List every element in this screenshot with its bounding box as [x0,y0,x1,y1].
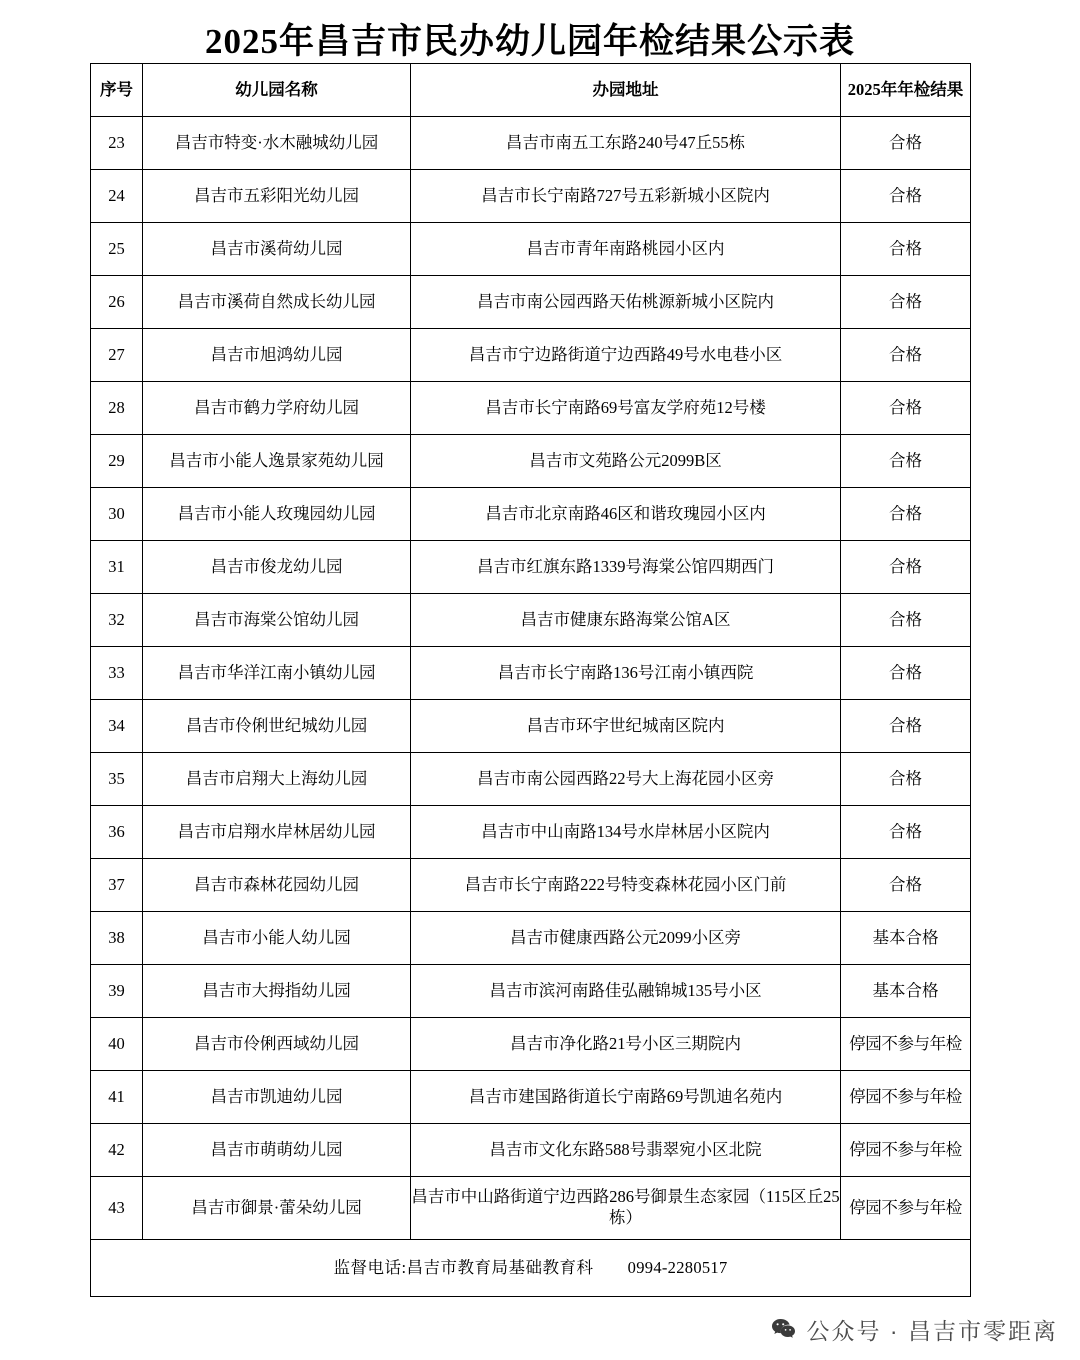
cell-name: 昌吉市海棠公馆幼儿园 [143,594,411,647]
cell-result: 合格 [841,488,971,541]
cell-result: 合格 [841,276,971,329]
cell-name: 昌吉市凯迪幼儿园 [143,1071,411,1124]
table-row [91,594,971,647]
cell-index: 35 [91,753,143,806]
cell-name: 昌吉市溪荷幼儿园 [143,223,411,276]
cell-address: 昌吉市文苑路公元2099B区 [411,435,841,488]
cell-name: 昌吉市五彩阳光幼儿园 [143,170,411,223]
cell-result: 合格 [841,594,971,647]
cell-result: 合格 [841,647,971,700]
cell-name: 昌吉市启翔大上海幼儿园 [143,753,411,806]
cell-name: 昌吉市俊龙幼儿园 [143,541,411,594]
cell-index: 38 [91,912,143,965]
cell-result: 停园不参与年检 [841,1071,971,1124]
table-row [91,965,971,1018]
cell-address: 昌吉市长宁南路136号江南小镇西院 [411,647,841,700]
cell-name: 昌吉市御景·蕾朵幼儿园 [143,1177,411,1240]
cell-name: 昌吉市启翔水岸林居幼儿园 [143,806,411,859]
table-row [91,382,971,435]
table-row [91,1018,971,1071]
cell-name: 昌吉市森林花园幼儿园 [143,859,411,912]
column-header-address: 办园地址 [411,64,841,117]
supervision-phone: 0994-2280517 [627,1257,728,1277]
cell-name: 昌吉市旭鸿幼儿园 [143,329,411,382]
cell-index: 37 [91,859,143,912]
table-row [91,1124,971,1177]
cell-address: 昌吉市青年南路桃园小区内 [411,223,841,276]
table-row [91,170,971,223]
cell-index: 24 [91,170,143,223]
cell-result: 基本合格 [841,912,971,965]
cell-address: 昌吉市宁边路街道宁边西路49号水电巷小区 [411,329,841,382]
cell-name: 昌吉市小能人玫瑰园幼儿园 [143,488,411,541]
cell-name: 昌吉市特变·水木融城幼儿园 [143,117,411,170]
cell-result: 合格 [841,435,971,488]
cell-address: 昌吉市中山路街道宁边西路286号御景生态家园（115区丘25栋） [411,1177,841,1240]
cell-address: 昌吉市中山南路134号水岸林居小区院内 [411,806,841,859]
cell-name: 昌吉市伶俐世纪城幼儿园 [143,700,411,753]
cell-index: 36 [91,806,143,859]
watermark-badge [770,1313,1058,1346]
cell-address: 昌吉市长宁南路727号五彩新城小区院内 [411,170,841,223]
cell-index: 30 [91,488,143,541]
cell-address: 昌吉市滨河南路佳弘融锦城135号小区 [411,965,841,1018]
cell-result: 合格 [841,382,971,435]
cell-address: 昌吉市北京南路46区和谐玫瑰园小区内 [411,488,841,541]
cell-address: 昌吉市环宇世纪城南区院内 [411,700,841,753]
table-row [91,117,971,170]
cell-result: 合格 [841,117,971,170]
table-row [91,647,971,700]
cell-index: 33 [91,647,143,700]
cell-name: 昌吉市大拇指幼儿园 [143,965,411,1018]
table-row [91,276,971,329]
cell-result: 停园不参与年检 [841,1177,971,1240]
cell-result: 合格 [841,753,971,806]
cell-address: 昌吉市文化东路588号翡翠宛小区北院 [411,1124,841,1177]
cell-index: 29 [91,435,143,488]
cell-address: 昌吉市净化路21号小区三期院内 [411,1018,841,1071]
table-row [91,1071,971,1124]
table-row [91,329,971,382]
table-row [91,1177,971,1240]
wechat-icon [770,1316,797,1343]
table-row [91,541,971,594]
cell-address: 昌吉市健康东路海棠公馆A区 [411,594,841,647]
cell-index: 43 [91,1177,143,1240]
cell-result: 合格 [841,223,971,276]
cell-index: 31 [91,541,143,594]
cell-result: 合格 [841,700,971,753]
cell-result: 合格 [841,806,971,859]
page-title: 2025年昌吉市民办幼儿园年检结果公示表 [204,22,855,61]
cell-address: 昌吉市长宁南路222号特变森林花园小区门前 [411,859,841,912]
supervision-label: 监督电话:昌吉市教育局基础教育科 [333,1257,594,1277]
cell-result: 合格 [841,329,971,382]
cell-index: 34 [91,700,143,753]
cell-address: 昌吉市长宁南路69号富友学府苑12号楼 [411,382,841,435]
cell-result: 合格 [841,541,971,594]
cell-index: 23 [91,117,143,170]
table-row [91,223,971,276]
cell-name: 昌吉市鹤力学府幼儿园 [143,382,411,435]
column-header-name: 幼儿园名称 [143,64,411,117]
table-footer-row [91,1240,971,1297]
table-row [91,753,971,806]
cell-name: 昌吉市萌萌幼儿园 [143,1124,411,1177]
cell-result: 停园不参与年检 [841,1018,971,1071]
cell-address: 昌吉市南公园西路22号大上海花园小区旁 [411,753,841,806]
column-header-result: 2025年年检结果 [841,64,971,117]
inspection-results-table [90,63,971,1297]
cell-name: 昌吉市小能人逸景家苑幼儿园 [143,435,411,488]
table-row [91,700,971,753]
cell-name: 昌吉市伶俐西域幼儿园 [143,1018,411,1071]
table-row [91,806,971,859]
table-row [91,488,971,541]
cell-index: 28 [91,382,143,435]
table-row [91,912,971,965]
cell-index: 27 [91,329,143,382]
cell-address: 昌吉市红旗东路1339号海棠公馆四期西门 [411,541,841,594]
cell-index: 39 [91,965,143,1018]
table-header-row [91,64,971,117]
cell-name: 昌吉市小能人幼儿园 [143,912,411,965]
cell-index: 32 [91,594,143,647]
cell-address: 昌吉市建国路街道长宁南路69号凯迪名苑内 [411,1071,841,1124]
cell-index: 42 [91,1124,143,1177]
cell-name: 昌吉市华洋江南小镇幼儿园 [143,647,411,700]
cell-address: 昌吉市健康西路公元2099小区旁 [411,912,841,965]
cell-result: 停园不参与年检 [841,1124,971,1177]
cell-result: 合格 [841,859,971,912]
footer-cell [91,1240,971,1297]
watermark-text: 公众号 · 昌吉市零距离 [806,1318,1058,1344]
cell-index: 25 [91,223,143,276]
column-header-index: 序号 [91,64,143,117]
cell-index: 40 [91,1018,143,1071]
cell-result: 基本合格 [841,965,971,1018]
table-row [91,435,971,488]
cell-result: 合格 [841,170,971,223]
cell-address: 昌吉市南五工东路240号47丘55栋 [411,117,841,170]
cell-index: 26 [91,276,143,329]
cell-index: 41 [91,1071,143,1124]
cell-address: 昌吉市南公园西路天佑桃源新城小区院内 [411,276,841,329]
cell-name: 昌吉市溪荷自然成长幼儿园 [143,276,411,329]
table-row [91,859,971,912]
